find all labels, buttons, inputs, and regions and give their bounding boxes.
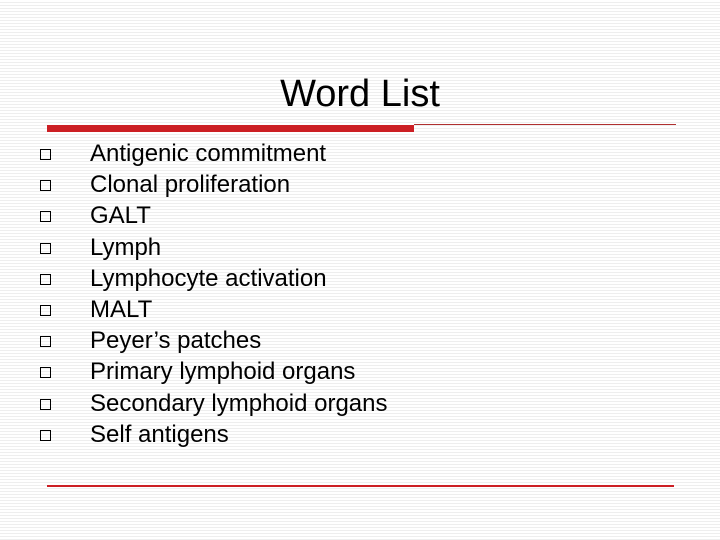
list-item-text: Clonal proliferation xyxy=(90,171,291,199)
bottom-divider xyxy=(47,485,674,487)
list-item-text: Antigenic commitment xyxy=(90,140,327,167)
list-item xyxy=(40,138,388,169)
hollow-square-bullet-icon xyxy=(40,274,51,285)
list-item-text: Lymph xyxy=(90,233,162,261)
list-item xyxy=(40,325,388,356)
list-item-text: Lymphocyte activation xyxy=(90,264,327,292)
list-item xyxy=(40,200,388,231)
list-item xyxy=(40,294,388,325)
hollow-square-bullet-icon xyxy=(40,336,51,347)
list-item-text: Self antigens xyxy=(90,420,229,448)
slide-title-text: Word List xyxy=(280,73,440,115)
hollow-square-bullet-icon xyxy=(40,305,51,316)
list-item xyxy=(40,232,388,263)
hollow-square-bullet-icon xyxy=(40,367,51,378)
title-underline-accent xyxy=(47,125,414,132)
list-item xyxy=(40,263,388,294)
list-item xyxy=(40,388,388,419)
list-item xyxy=(40,356,388,387)
hollow-square-bullet-icon xyxy=(40,180,51,191)
list-item xyxy=(40,419,388,450)
word-list xyxy=(40,138,388,450)
title-underline-thin xyxy=(414,124,676,125)
slide-title xyxy=(0,70,720,118)
hollow-square-bullet-icon xyxy=(40,149,51,160)
list-item-text: Peyer’s patches xyxy=(90,327,262,355)
list-item-text: Secondary lymphoid organs xyxy=(90,389,388,417)
hollow-square-bullet-icon xyxy=(40,211,51,222)
hollow-square-bullet-icon xyxy=(40,430,51,441)
list-item-text: MALT xyxy=(90,295,153,323)
list-item xyxy=(40,169,388,200)
list-item-text: Primary lymphoid organs xyxy=(90,358,356,386)
list-item-text: GALT xyxy=(90,202,151,230)
hollow-square-bullet-icon xyxy=(40,243,51,254)
hollow-square-bullet-icon xyxy=(40,399,51,410)
